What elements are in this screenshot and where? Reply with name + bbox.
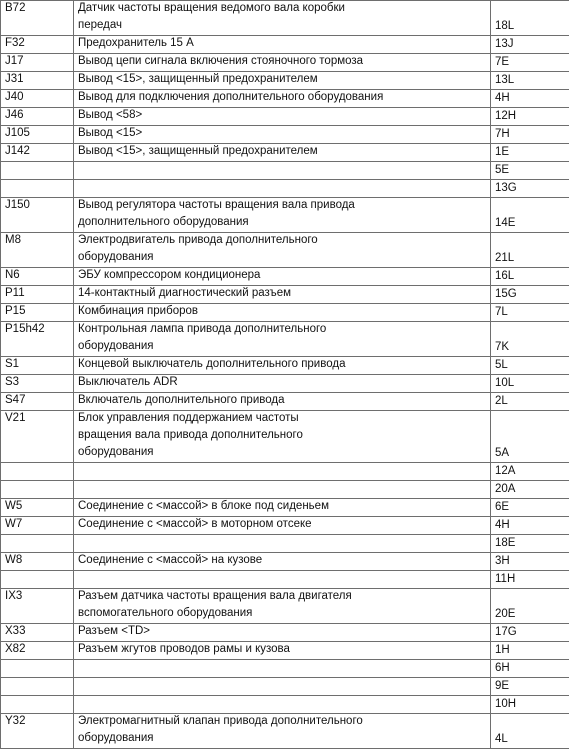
cell-description — [74, 642, 491, 660]
table-row — [1, 499, 569, 517]
table-row — [1, 233, 569, 268]
cell-description — [74, 411, 491, 463]
cell-designation: Y32 — [1, 714, 74, 749]
description-line: Вывод цепи сигнала включения стояночного тормоза — [78, 54, 488, 71]
location-code: 11H — [495, 571, 569, 588]
cell-designation — [1, 180, 74, 198]
location-code: 18L — [495, 18, 569, 35]
description-line — [78, 535, 488, 552]
cell-description — [74, 144, 491, 162]
table-body — [1, 1, 569, 749]
cell-location — [491, 714, 569, 749]
cell-designation: IX3 — [1, 589, 74, 624]
cell-designation — [1, 463, 74, 481]
description-line: вращения вала привода дополнительного — [78, 428, 488, 445]
cell-description — [74, 375, 491, 393]
location-code: 2L — [495, 393, 569, 410]
location-code: 14E — [495, 215, 569, 232]
description-line — [78, 180, 488, 197]
description-line: Вывод <15>, защищенный предохранителем — [78, 144, 488, 161]
location-code: 1E — [495, 144, 569, 161]
cell-location — [491, 180, 569, 198]
location-code: 18E — [495, 535, 569, 552]
cell-location — [491, 411, 569, 463]
cell-location — [491, 90, 569, 108]
description-line: Блок управления поддержанием частоты — [78, 411, 488, 428]
description-line: дополнительного оборудования — [78, 215, 488, 232]
cell-description — [74, 233, 491, 268]
table-row — [1, 393, 569, 411]
cell-designation: P15h42 — [1, 322, 74, 357]
description-line: Соединение с <массой> в блоке под сиденьем — [78, 499, 488, 516]
description-line: Электродвигатель привода дополнительного — [78, 233, 488, 250]
table-row — [1, 535, 569, 553]
table-row — [1, 304, 569, 322]
cell-location — [491, 553, 569, 571]
cell-designation: J40 — [1, 90, 74, 108]
cell-description — [74, 481, 491, 499]
cell-description — [74, 571, 491, 589]
cell-designation: N6 — [1, 268, 74, 286]
cell-description — [74, 589, 491, 624]
table-row — [1, 198, 569, 233]
location-code: 4H — [495, 517, 569, 534]
cell-location — [491, 357, 569, 375]
cell-description — [74, 535, 491, 553]
table-row — [1, 268, 569, 286]
cell-location — [491, 499, 569, 517]
spacer — [495, 198, 569, 215]
description-line: Контрольная лампа привода дополнительного — [78, 322, 488, 339]
location-code: 6H — [495, 660, 569, 677]
table-row — [1, 678, 569, 696]
cell-description — [74, 286, 491, 304]
cell-designation: M8 — [1, 233, 74, 268]
cell-location — [491, 678, 569, 696]
cell-designation: X82 — [1, 642, 74, 660]
cell-description — [74, 1, 491, 36]
spacer — [495, 714, 569, 731]
cell-designation: J105 — [1, 126, 74, 144]
table-row — [1, 589, 569, 624]
cell-designation: X33 — [1, 624, 74, 642]
description-line: Выключатель ADR — [78, 375, 488, 392]
cell-location — [491, 481, 569, 499]
cell-location — [491, 126, 569, 144]
table-row — [1, 72, 569, 90]
cell-location — [491, 233, 569, 268]
cell-designation: J142 — [1, 144, 74, 162]
description-line — [78, 481, 488, 498]
spacer — [495, 589, 569, 606]
table-row — [1, 714, 569, 749]
description-line — [78, 571, 488, 588]
cell-location — [491, 624, 569, 642]
description-line: Соединение с <массой> на кузове — [78, 553, 488, 570]
description-line: Датчик частоты вращения ведомого вала коробки — [78, 1, 488, 18]
description-line: Соединение с <массой> в моторном отсеке — [78, 517, 488, 534]
description-line — [78, 660, 488, 677]
spacer — [495, 428, 569, 445]
cell-location — [491, 198, 569, 233]
description-line: Вывод <15>, защищенный предохранителем — [78, 72, 488, 89]
description-line: Разъем датчика частоты вращения вала двигателя — [78, 589, 488, 606]
cell-description — [74, 108, 491, 126]
cell-designation: V21 — [1, 411, 74, 463]
cell-location — [491, 322, 569, 357]
cell-location — [491, 286, 569, 304]
cell-location — [491, 108, 569, 126]
cell-designation — [1, 535, 74, 553]
cell-description — [74, 393, 491, 411]
cell-designation: P15 — [1, 304, 74, 322]
description-line: Вывод <15> — [78, 126, 488, 143]
location-code: 15G — [495, 286, 569, 303]
description-line: Разъем <TD> — [78, 624, 488, 641]
cell-location — [491, 589, 569, 624]
cell-designation: P11 — [1, 286, 74, 304]
table-row — [1, 144, 569, 162]
cell-location — [491, 660, 569, 678]
cell-location — [491, 642, 569, 660]
description-line: Электромагнитный клапан привода дополнительного — [78, 714, 488, 731]
description-line: Включатель дополнительного привода — [78, 393, 488, 410]
cell-description — [74, 696, 491, 714]
table-row — [1, 180, 569, 198]
location-code: 5L — [495, 357, 569, 374]
location-code: 13L — [495, 72, 569, 89]
description-line: Комбинация приборов — [78, 304, 488, 321]
cell-designation — [1, 481, 74, 499]
cell-description — [74, 463, 491, 481]
cell-designation: J150 — [1, 198, 74, 233]
description-line: Разъем жгутов проводов рамы и кузова — [78, 642, 488, 659]
table-row — [1, 322, 569, 357]
cell-location — [491, 517, 569, 535]
description-line: Вывод регулятора частоты вращения вала привода — [78, 198, 488, 215]
table-row — [1, 517, 569, 535]
cell-description — [74, 304, 491, 322]
location-code: 12H — [495, 108, 569, 125]
location-code: 7L — [495, 304, 569, 321]
cell-description — [74, 624, 491, 642]
cell-designation: S1 — [1, 357, 74, 375]
table-row — [1, 357, 569, 375]
spacer — [495, 1, 569, 18]
cell-designation: S3 — [1, 375, 74, 393]
location-code: 10L — [495, 375, 569, 392]
cell-description — [74, 162, 491, 180]
cell-location — [491, 304, 569, 322]
cell-description — [74, 90, 491, 108]
location-code: 7E — [495, 54, 569, 71]
cell-designation — [1, 162, 74, 180]
cell-designation: S47 — [1, 393, 74, 411]
cell-designation — [1, 660, 74, 678]
cell-description — [74, 180, 491, 198]
cell-designation: J46 — [1, 108, 74, 126]
cell-location — [491, 36, 569, 54]
location-code: 13G — [495, 180, 569, 197]
cell-designation: J17 — [1, 54, 74, 72]
cell-description — [74, 36, 491, 54]
cell-description — [74, 660, 491, 678]
cell-location — [491, 268, 569, 286]
cell-description — [74, 268, 491, 286]
cell-location — [491, 1, 569, 36]
cell-description — [74, 126, 491, 144]
description-line: ЭБУ компрессором кондиционера — [78, 268, 488, 285]
description-line: Предохранитель 15 A — [78, 36, 488, 53]
cell-description — [74, 678, 491, 696]
location-code: 10H — [495, 696, 569, 713]
cell-designation: F32 — [1, 36, 74, 54]
cell-description — [74, 198, 491, 233]
location-code: 13J — [495, 36, 569, 53]
table-row — [1, 481, 569, 499]
cell-designation: W8 — [1, 553, 74, 571]
description-line: 14-контактный диагностический разъем — [78, 286, 488, 303]
cell-designation — [1, 678, 74, 696]
cell-location — [491, 463, 569, 481]
cell-location — [491, 144, 569, 162]
cell-location — [491, 162, 569, 180]
spacer — [495, 233, 569, 250]
spacer — [495, 411, 569, 428]
location-code: 20A — [495, 481, 569, 498]
cell-description — [74, 499, 491, 517]
cell-description — [74, 54, 491, 72]
cell-designation: W7 — [1, 517, 74, 535]
table-row — [1, 36, 569, 54]
cell-designation — [1, 696, 74, 714]
table-row — [1, 108, 569, 126]
table-row — [1, 1, 569, 36]
description-line: передач — [78, 18, 488, 35]
location-code: 3H — [495, 553, 569, 570]
spacer — [495, 322, 569, 339]
description-line: Вывод для подключения дополнительного оборудования — [78, 90, 488, 107]
description-line — [78, 678, 488, 695]
location-code: 21L — [495, 250, 569, 267]
cell-location — [491, 696, 569, 714]
location-code: 7H — [495, 126, 569, 143]
cell-designation — [1, 571, 74, 589]
table-row — [1, 411, 569, 463]
description-line: оборудования — [78, 250, 488, 267]
table-row — [1, 126, 569, 144]
cell-location — [491, 54, 569, 72]
description-line — [78, 696, 488, 713]
cell-description — [74, 72, 491, 90]
description-line — [78, 463, 488, 480]
description-line: вспомогательного оборудования — [78, 606, 488, 623]
cell-designation: J31 — [1, 72, 74, 90]
cell-description — [74, 357, 491, 375]
table-row — [1, 162, 569, 180]
table-row — [1, 286, 569, 304]
table-row — [1, 571, 569, 589]
cell-location — [491, 72, 569, 90]
table-row — [1, 375, 569, 393]
location-code: 4H — [495, 90, 569, 107]
cell-location — [491, 375, 569, 393]
cell-designation: B72 — [1, 1, 74, 36]
table-row — [1, 696, 569, 714]
location-code: 5A — [495, 445, 569, 462]
location-code: 9E — [495, 678, 569, 695]
cell-designation: W5 — [1, 499, 74, 517]
table-row — [1, 90, 569, 108]
cell-location — [491, 571, 569, 589]
table-row — [1, 642, 569, 660]
table-row — [1, 624, 569, 642]
location-code: 4L — [495, 731, 569, 748]
table-row — [1, 54, 569, 72]
location-code: 12A — [495, 463, 569, 480]
cell-description — [74, 322, 491, 357]
cell-description — [74, 517, 491, 535]
description-line: оборудования — [78, 731, 488, 748]
location-code: 17G — [495, 624, 569, 641]
location-code: 5E — [495, 162, 569, 179]
location-code: 6E — [495, 499, 569, 516]
description-line: Концевой выключатель дополнительного привода — [78, 357, 488, 374]
description-line: оборудования — [78, 445, 488, 462]
description-line — [78, 162, 488, 179]
cell-location — [491, 393, 569, 411]
description-line: оборудования — [78, 339, 488, 356]
description-line: Вывод <58> — [78, 108, 488, 125]
location-code: 16L — [495, 268, 569, 285]
table-row — [1, 553, 569, 571]
table-row — [1, 660, 569, 678]
location-code: 7K — [495, 339, 569, 356]
cell-location — [491, 535, 569, 553]
location-code: 1H — [495, 642, 569, 659]
cell-description — [74, 553, 491, 571]
table-row — [1, 463, 569, 481]
cell-description — [74, 714, 491, 749]
location-code: 20E — [495, 606, 569, 623]
